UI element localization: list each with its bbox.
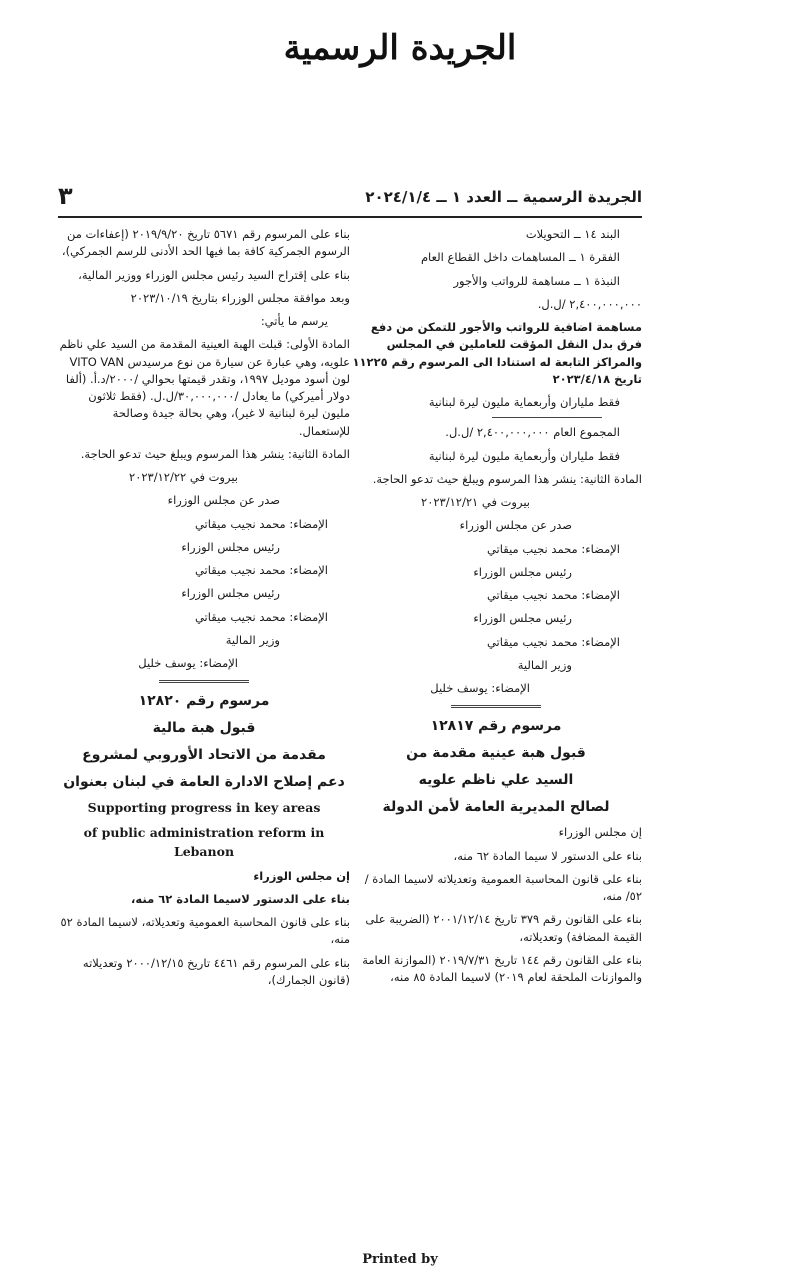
signature: الإمضاء: محمد نجيب ميقاتي (194, 516, 328, 531)
decree-date: بيروت في ٢٠٢٣/١٢/٢١ (421, 495, 530, 509)
page-number: ٣ (58, 182, 73, 210)
signature: الإمضاء: محمد نجيب ميقاتي (486, 541, 620, 556)
decrees-heading: يرسم ما يأتي: (260, 314, 328, 328)
decree-subtitle: مقدمة من الاتحاد الأوروبي لمشروع (82, 747, 326, 764)
page-header (58, 182, 642, 214)
decree-title: مرسوم رقم ١٢٨٢٠ (138, 693, 270, 710)
signatory-role: رئيس مجلس الوزراء (181, 539, 280, 554)
legal-basis: بناء على قانون المحاسبة العمومية وتعديلاته لاسيما المادة /٥٢/ منه، (364, 871, 642, 903)
total-divider (492, 417, 602, 418)
approval-clause: وبعد موافقة مجلس الوزراء بتاريخ ٢٠٢٣/١٠/١٩ (130, 290, 350, 305)
budget-paragraph: الفقرة ١ ــ المساهمات داخل القطاع العام (420, 250, 620, 265)
left-column (58, 226, 350, 995)
signatory-role: رئيس مجلس الوزراء (473, 564, 572, 579)
signatory-role: وزير المالية (225, 632, 280, 647)
signature: الإمضاء: محمد نجيب ميقاتي (486, 634, 620, 649)
issued-by: صدر عن مجلس الوزراء (167, 493, 280, 508)
legal-basis: بناء على قانون المحاسبة العمومية وتعديلاته، لاسيما المادة ٥٢ منه، (60, 915, 350, 947)
signature: الإمضاء: يوسف خليل (138, 656, 238, 670)
legal-basis: بناء على المرسوم رقم ٥٦٧١ تاريخ ٢٠١٩/٩/٢٠ (إعفاءات من الرسوم الجمركية كافة بما فيها الحد الأدنى للرسم الجمركي)، (61, 227, 350, 259)
amount-in-words: فقط ملياران وأربعماية مليون ليرة لبنانية (428, 395, 620, 409)
header-rule (58, 216, 642, 218)
gazette-banner-title: الجريدة الرسمية (283, 28, 517, 68)
section-separator (451, 705, 541, 708)
article-one: المادة الأولى: قبلت الهبة العينية المقدمة من السيد علي ناظم علويه، وهي عبارة عن سيارة من نوع مرسيدس VITO VAN لون أسود موديل ١٩٩٧، وتقدر قيمتها بحوالي /٢٠٠٠/د.أ. (ألفا دولار أميركي) ما يعادل /٣٠,٠٠٠,٠٠٠/ل.ل. (فقط ثلاثون مليون ليرة لبنانية لا غير)، وهي بحالة جيدة وصالحة للإستعمال. (59, 337, 350, 438)
header-issue-title: الجريدة الرسمية ــ العدد ١ ــ ٢٠٢٤/١/٤ (365, 188, 642, 206)
article-two: المادة الثانية: ينشر هذا المرسوم ويبلغ حيث تدعو الحاجة. (372, 471, 642, 486)
amount-figure: ٢,٤٠٠,٠٠٠,٠٠٠ /ل.ل. (537, 296, 642, 311)
signature: الإمضاء: يوسف خليل (430, 681, 530, 695)
printed-by-footer: Printed by (362, 1252, 438, 1267)
decree-subtitle: السيد علي ناظم علويه (418, 772, 574, 789)
section-separator (159, 680, 249, 683)
decree-subtitle: قبول هبة مالية (152, 720, 256, 737)
project-name-english: Supporting progress in key areas (87, 800, 321, 816)
council-heading: إن مجلس الوزراء (558, 825, 642, 840)
decree-subtitle: قبول هبة عينية مقدمة من (406, 745, 586, 762)
signature: الإمضاء: محمد نجيب ميقاتي (194, 563, 328, 577)
legal-basis: بناء على الدستور لا سيما المادة ٦٢ منه، (453, 848, 642, 863)
issued-by: صدر عن مجلس الوزراء (459, 518, 572, 533)
signatory-role: رئيس مجلس الوزراء (473, 611, 572, 626)
signature: الإمضاء: محمد نجيب ميقاتي (194, 609, 328, 624)
legal-basis: بناء على المرسوم رقم ٤٤٦١ تاريخ ٢٠٠٠/١٢/١٥ وتعديلاته (قانون الجمارك)، (82, 955, 350, 987)
signature: الإمضاء: محمد نجيب ميقاتي (486, 588, 620, 602)
project-name-english: of public administration reform in Lebanon (83, 825, 325, 859)
legal-basis: بناء على القانون رقم ٣٧٩ تاريخ ٢٠٠١/١٢/١٤ (الضريبة على القيمة المضافة) وتعديلاته، (365, 912, 642, 944)
budget-section: النبذة ١ ــ مساهمة للرواتب والأجور (453, 273, 620, 288)
total-in-words: فقط ملياران وأربعماية مليون ليرة لبنانية (428, 448, 620, 463)
contribution-description: مساهمة اضافية للرواتب والأجور للتمكن من دفع فرق بدل النقل المؤقت للعاملين في المجلس والمراكز التابعة له استنادا الى المرسوم رقم ١١٢٢٥ تاريخ ٢٠٢٣/٤/١٨ (352, 320, 642, 386)
article-two: المادة الثانية: ينشر هذا المرسوم ويبلغ حيث تدعو الحاجة. (80, 446, 350, 461)
decree-title: مرسوم رقم ١٢٨١٧ (430, 718, 562, 735)
legal-basis: بناء على الدستور لاسيما المادة ٦٢ منه، (131, 891, 350, 906)
right-column (350, 226, 642, 992)
decree-subtitle: لصالح المديرية العامة لأمن الدولة (382, 799, 610, 816)
decree-date: بيروت في ٢٠٢٣/١٢/٢٢ (129, 470, 238, 484)
council-heading: إن مجلس الوزراء (253, 868, 350, 883)
proposal-clause: بناء على إقتراح السيد رئيس مجلس الوزراء ووزير المالية، (78, 267, 350, 282)
signatory-role: رئيس مجلس الوزراء (181, 586, 280, 601)
legal-basis: بناء على القانون رقم ١٤٤ تاريخ ٢٠١٩/٧/٣١ (الموازنة العامة والموازنات الملحقة لعام ٢٠١٩) لاسيما المادة ٨٥ منه، (362, 952, 642, 984)
grand-total: المجموع العام ٢,٤٠٠,٠٠٠,٠٠٠ /ل.ل. (445, 425, 620, 440)
signatory-role: وزير المالية (517, 657, 572, 672)
decree-subtitle: دعم إصلاح الادارة العامة في لبنان بعنوان (63, 774, 345, 791)
budget-item: البند ١٤ ــ التحويلات (525, 227, 620, 241)
